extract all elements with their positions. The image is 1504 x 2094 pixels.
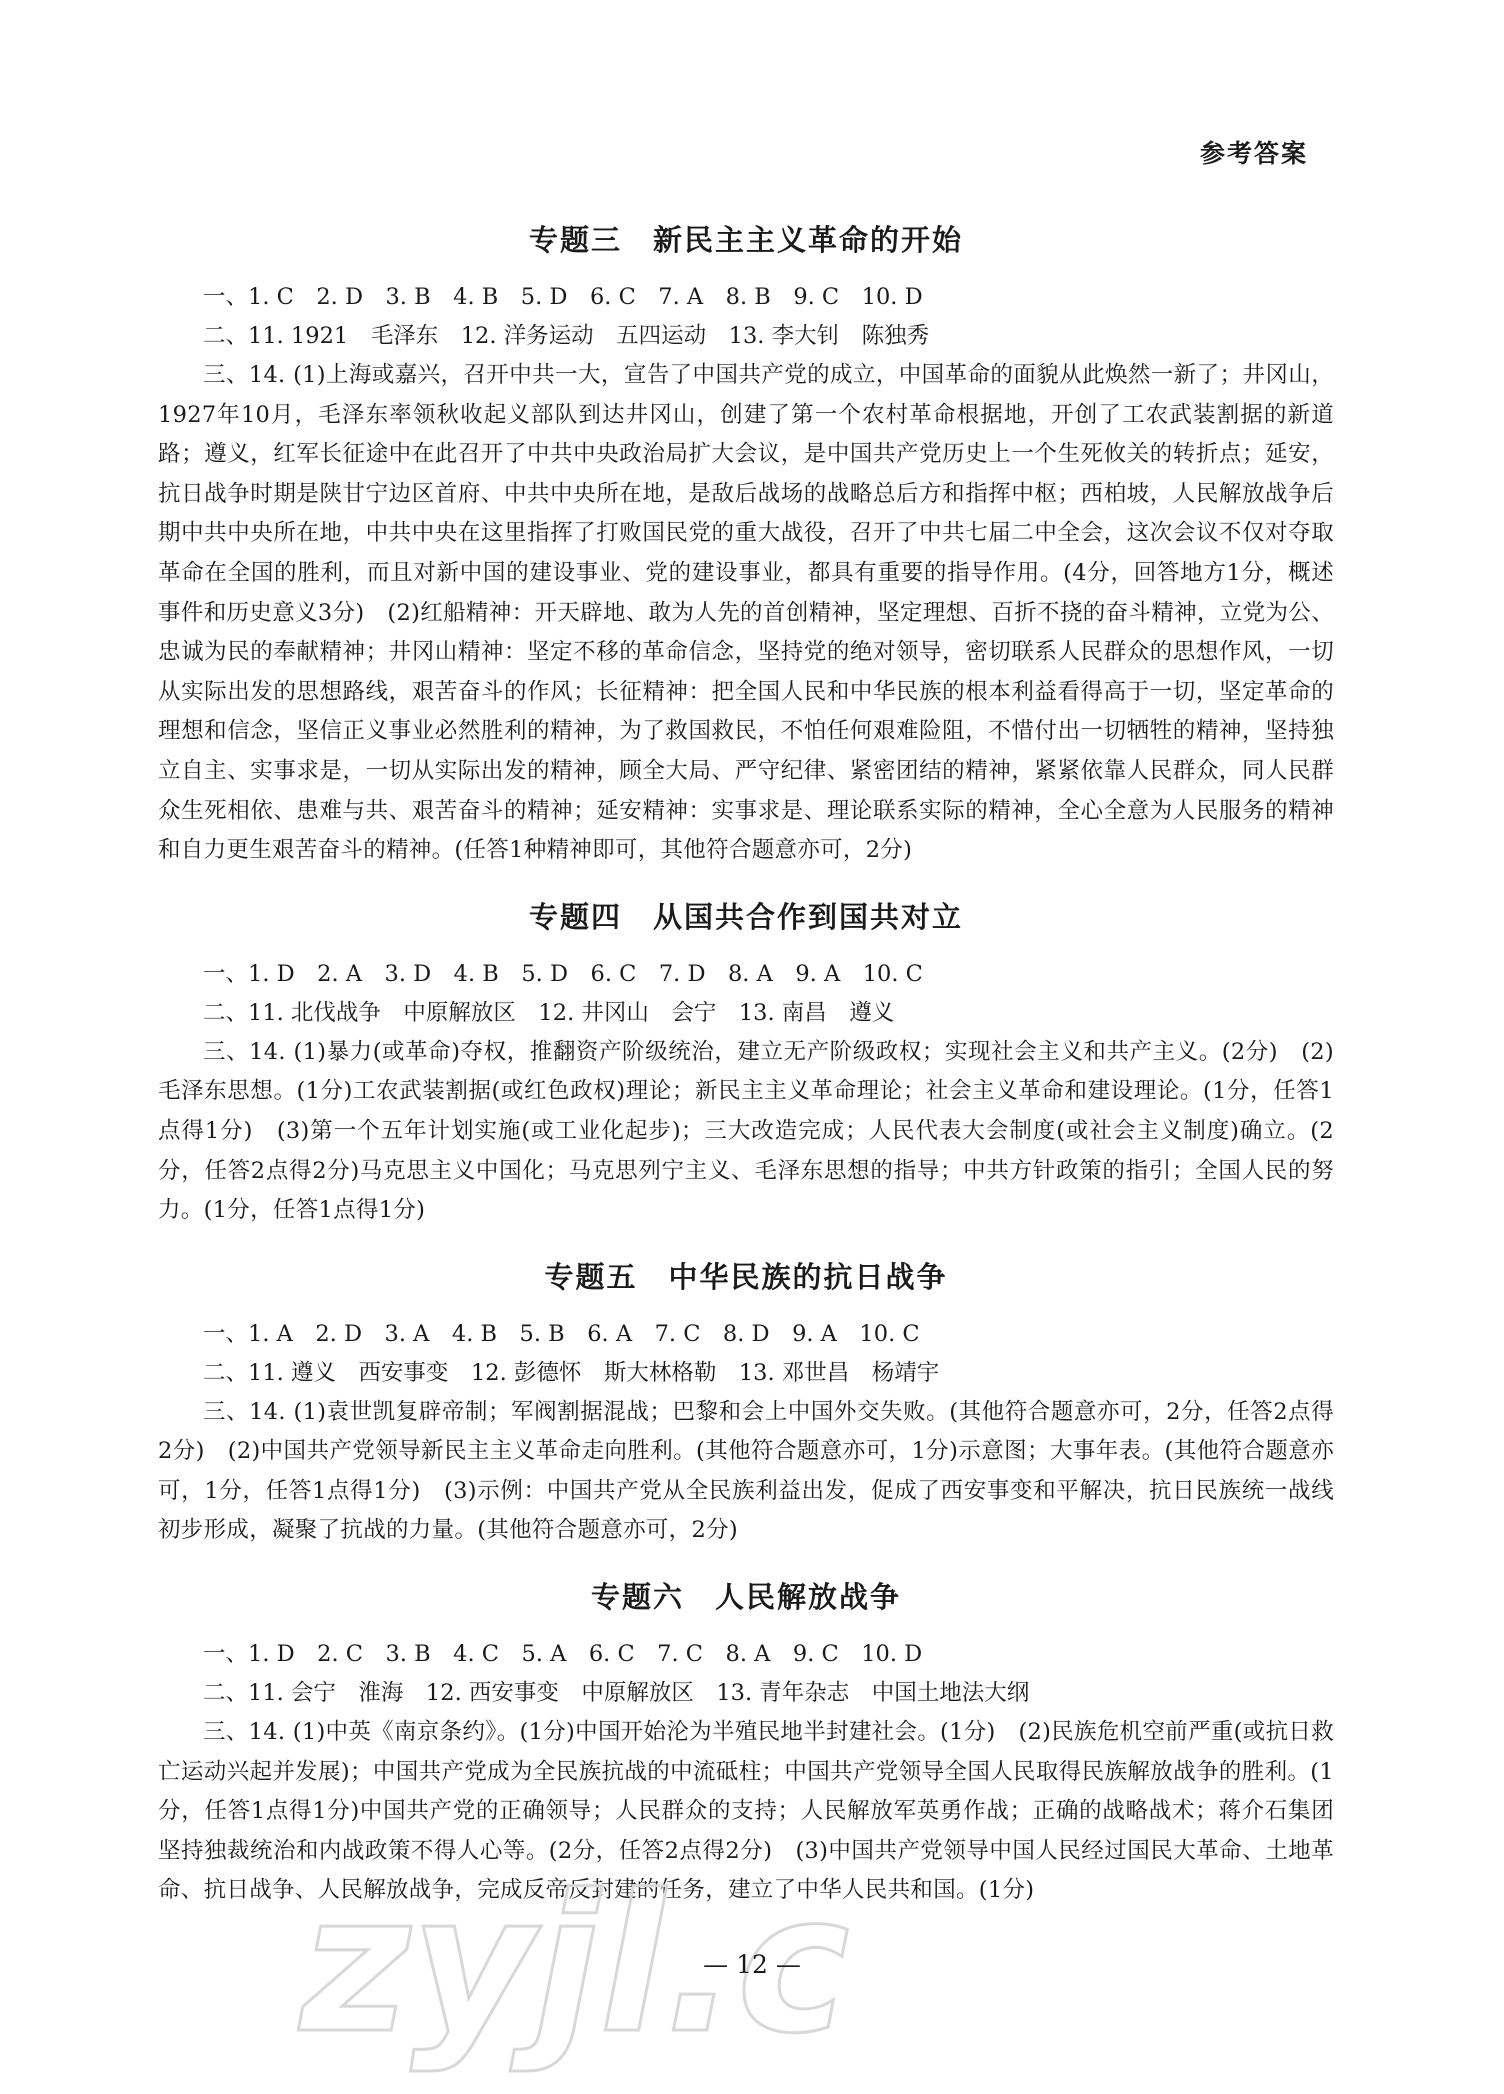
fill-in-answers: 二、11. 遵义 西安事变 12. 彭德怀 斯大林格勒 13. 邓世昌 杨靖宇 — [203, 1359, 940, 1386]
essay-answers: 三、14. (1)中英《南京条约》。(1分)中国开始沦为半殖民地半封建社会。(1分) (2)民族危机空前严重(或抗日救亡运动兴起并发展)；中国共产党成为全民族抗战的中流砥柱；中国共产党领导全国人民取得民族解放战争的胜利。(1分，任答1点得1分)中国共产党的正确领导；人民群众的支持；人民解放军英勇作战；正确的战略战术；蒋介石集团坚持独裁统治和内战政策不得人心等。(2分，任答2点得2分) (3)中国共产党领导中国人民经过国民大革命、土地革命、抗日战争、人民解放战争，完成反帝反封建的任务，建立了中华人民共和国。(1分) — [158, 1719, 1334, 1904]
answer-content — [158, 212, 1334, 1911]
section-5 — [158, 1249, 1334, 1551]
essay-answers: 三、14. (1)暴力(或革命)夺权，推翻资产阶级统治，建立无产阶级政权；实现社会主义和共产主义。(2分) (2)毛泽东思想。(1分)工农武装割据(或红色政权)理论；新民主主义革命理论；社会主义革命和建设理论。(1分，任答1点得1分) (3)第一个五年计划实施(或工业化起步)；三大改造完成；人民代表大会制度(或社会主义制度)确立。(2分，任答2点得2分)马克思主义中国化；马克思列宁主义、毛泽东思想的指导；中共方针政策的指引；全国人民的努力。(1分，任答1点得1分) — [158, 1038, 1334, 1224]
multiple-choice-answers: 一、1. C 2. D 3. B 4. B 5. D 6. C 7. A 8. B 9. C 10. D — [203, 284, 923, 310]
multiple-choice-answers: 一、1. D 2. A 3. D 4. B 5. D 6. C 7. D 8. A 9. A 10. C — [203, 960, 923, 987]
section-title: 专题六 人民解放战争 — [590, 1580, 901, 1615]
watermark-text: zyjl.c — [300, 1854, 850, 2075]
section-title: 专题四 从国共合作到国共对立 — [528, 899, 963, 934]
running-header: 参考答案 — [1199, 139, 1308, 168]
page-number: — 12 — — [703, 1950, 801, 1979]
essay-answers: 三、14. (1)袁世凯复辟帝制；军阀割据混战；巴黎和会上中国外交失败。(其他符合题意亦可，2分，任答2点得2分) (2)中国共产党领导新民主主义革命走向胜利。(其他符合题意亦可，1分)示意图；大事年表。(其他符合题意亦可，1分，任答1点得1分) (3)示例：中国共产党从全民族利益出发，促成了西安事变和平解决，抗日民族统一战线初步形成，凝聚了抗战的力量。(其他符合题意亦可，2分) — [158, 1398, 1334, 1544]
section-4 — [158, 889, 1334, 1231]
section-title: 专题五 中华民族的抗日战争 — [544, 1259, 948, 1294]
section-title: 专题三 新民主主义革命的开始 — [528, 223, 963, 257]
fill-in-answers: 二、11. 1921 毛泽东 12. 洋务运动 五四运动 13. 李大钊 陈独秀 — [203, 323, 930, 349]
multiple-choice-answers: 一、1. A 2. D 3. A 4. B 5. B 6. A 7. C 8. D 9. A 10. C — [203, 1320, 920, 1347]
fill-in-answers: 二、11. 北伐战争 中原解放区 12. 井冈山 会宁 13. 南昌 遵义 — [203, 999, 895, 1026]
essay-answers: 三、14. (1)上海或嘉兴，召开中共一大，宣告了中国共产党的成立，中国革命的面貌从此焕然一新了；井冈山，1927年10月，毛泽东率领秋收起义部队到达井冈山，创建了第一个农村革命根据地，开创了工农武装割据的新道路；遵义，红军长征途中在此召开了中共中央政治局扩大会议，是中国共产党历史上一个生死攸关的转折点；延安，抗日战争时期是陕甘宁边区首府、中共中央所在地，是敌后战场的战略总后方和指挥中枢；西柏坡，人民解放战争后期中共中央所在地，中共中央在这里指挥了打败国民党的重大战役，召开了中共七届二中全会，这次会议不仅对夺取革命在全国的胜利，而且对新中国的建设事业、党的建设事业，都具有重要的指导作用。(4分，回答地方1分，概述事件和历史意义3分) (2)红船精神：开天辟地、敢为人先的首创精神，坚定理想、百折不挠的奋斗精神，立党为公、忠诚为民的奉献精神；井冈山精神：坚定不移的革命信念，坚持党的绝对领导，密切联系人民群众的思想作风，一切从实际出发的思想路线，艰苦奋斗的作风；长征精神：把全国人民和中华民族的根本利益看得高于一切，坚定革命的理想和信念，坚信正义事业必然胜利的精神，为了救国救民，不怕任何艰难险阻，不惜付出一切牺牲的精神，坚持独立自主、实事求是，一切从实际出发的精神，顾全大局、严守纪律、紧密团结的精神，紧紧依靠人民群众，同人民群众生死相依、患难与共、艰苦奋斗的精神；延安精神：实事求是、理论联系实际的精神，全心全意为人民服务的精神和自力更生艰苦奋斗的精神。(任答1种精神即可，其他符合题意亦可，2分) — [158, 362, 1334, 864]
section-3 — [158, 212, 1334, 871]
multiple-choice-answers: 一、1. D 2. C 3. B 4. C 5. A 6. C 7. C 8. A 9. C 10. D — [203, 1641, 923, 1668]
fill-in-answers: 二、11. 会宁 淮海 12. 西安事变 中原解放区 13. 青年杂志 中国土地法大纲 — [203, 1680, 1030, 1707]
